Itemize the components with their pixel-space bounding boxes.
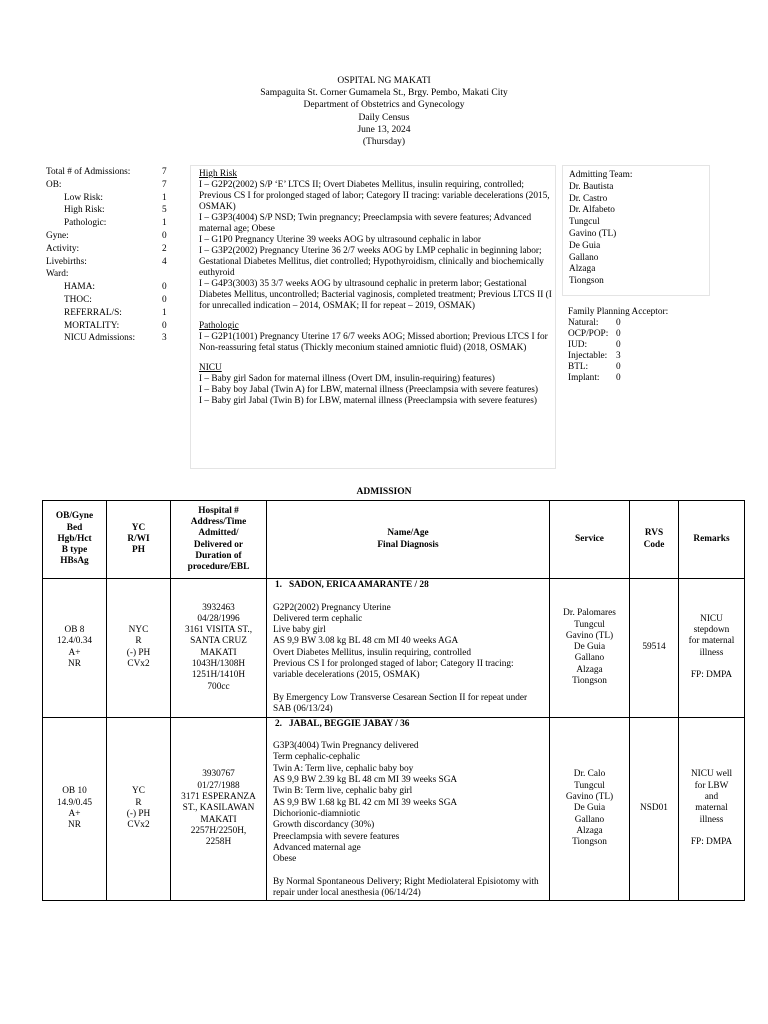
diagnosis-cell	[267, 579, 550, 718]
diagnosis-line: Preeclampsia with severe features	[273, 831, 400, 842]
diagnosis-line: Term cephalic-cephalic	[273, 752, 360, 763]
stat-label: HAMA:	[64, 282, 95, 293]
stat-label: OB:	[46, 179, 62, 190]
hospital-cell-line: 3932463	[202, 602, 235, 613]
diagnosis-line: Advanced maternal age	[273, 842, 361, 853]
fp-value: 0	[616, 373, 621, 383]
pathologic-list	[199, 332, 555, 354]
hospital-cell-line: 3930767	[202, 769, 235, 780]
family-planning-remark: FP: DMPA	[690, 670, 733, 681]
header-line: R/WI	[127, 533, 150, 544]
header-line: YC	[131, 522, 146, 533]
yc-cell-line: CVx2	[127, 659, 150, 670]
remarks-cell-line: NICU	[700, 613, 723, 624]
fp-row	[568, 318, 710, 329]
hospital-cell-line: 2257H/2250H,	[190, 825, 247, 836]
stat-label: Gyne:	[46, 230, 69, 241]
admitting-team-title: Admitting Team:	[569, 170, 633, 180]
report-date: June 13, 2024	[357, 124, 411, 135]
diagnosis-line: Growth discordancy (30%)	[273, 820, 375, 831]
fp-value: 0	[616, 340, 621, 350]
service-cell	[550, 579, 630, 718]
hospital-address: Sampaguita St. Corner Gumamela St., Brgy. Pembo, Makati City	[260, 88, 508, 99]
stat-label: Low Risk:	[64, 192, 103, 203]
admitting-team-list	[569, 182, 709, 288]
fp-value: 0	[616, 329, 621, 339]
patient-name	[275, 719, 545, 730]
remarks-cell-line: NICU well	[690, 769, 733, 780]
patient-name-text: SADON, ERICA AMARANTE / 28	[289, 580, 429, 590]
header-line: Final Diagnosis	[377, 539, 439, 550]
stat-label: Pathologic:	[64, 218, 107, 229]
table-row	[43, 579, 745, 718]
fp-label: OCP/POP:	[568, 329, 609, 339]
diagnosis-cell	[267, 717, 550, 901]
team-member: De Guia	[569, 240, 601, 251]
stat-row	[46, 167, 176, 180]
spacer	[273, 591, 545, 602]
hospital-cell-line: 04/28/1996	[197, 613, 240, 624]
rvs-code: NSD01	[630, 717, 679, 901]
stat-label: High Risk:	[64, 205, 105, 216]
fp-value: 0	[616, 362, 621, 372]
patient-number: 1.	[275, 580, 282, 590]
diagnosis-line: G2P2(2002) Pregnancy Uterine	[273, 602, 391, 613]
bed-cell-line: A+	[68, 808, 81, 819]
remarks-cell-line: illness	[699, 647, 724, 658]
remarks-cell	[679, 717, 745, 901]
yc-cell-line: NYC	[128, 625, 149, 636]
spacer	[273, 682, 545, 693]
nicu-list	[199, 374, 555, 407]
case-entry: I – G3P2(2002) Pregnancy Uterine 36 2/7 weeks AOG by LMP cephalic in beginning labor; Gestational Diabetes Mellitus, diet controlled; Hypothyroidism, clinically and biochemically euthyroid	[199, 246, 544, 278]
diagnosis-line: AS 9,9 BW 3.08 kg BL 48 cm MI 40 weeks AGA	[273, 636, 459, 647]
hospital-cell-line: ST., KASILAWAN	[182, 803, 255, 814]
stat-row	[46, 205, 176, 218]
yc-cell-line: R	[135, 636, 142, 647]
bed-cell-line: 12.4/0.34	[56, 636, 93, 647]
fp-row	[568, 329, 710, 340]
service-cell-line: Dr. Palomares	[563, 608, 616, 619]
diagnosis-line: Live baby girl	[273, 625, 326, 636]
stat-value: 3	[162, 333, 167, 344]
hospital-cell-line: 3161 VISITA ST.,	[184, 625, 253, 636]
hospital-cell	[171, 579, 267, 718]
service-cell-line: Dr. Calo	[573, 769, 606, 780]
case-summary-box	[190, 165, 556, 469]
header-line: OB/Gyne	[55, 511, 94, 522]
stat-label: Activity:	[46, 243, 80, 254]
report-day: (Thursday)	[362, 137, 406, 148]
team-member: Tungcul	[569, 217, 600, 228]
col-header-rvs	[630, 501, 679, 579]
stat-row	[46, 333, 176, 346]
col-header-name-diagnosis	[267, 501, 550, 579]
case-entry: I – Baby girl Jabal (Twin B) for LBW, maternal illness (Preeclampsia with severe features)	[199, 396, 537, 406]
high-risk-list	[199, 180, 555, 312]
service-cell-line: Gallano	[574, 814, 605, 825]
spacer	[273, 865, 545, 876]
service-cell-line: Gavino (TL)	[565, 630, 614, 641]
spacer	[682, 826, 741, 837]
team-member: Gallano	[569, 252, 599, 263]
case-entry: I – Baby boy Jabal (Twin A) for LBW, maternal illness (Preeclampsia with severe features)	[199, 385, 539, 395]
col-header-yc	[107, 501, 171, 579]
stat-value: 7	[162, 167, 167, 177]
case-entry: I – G2P2(2002) S/P ‘E’ LTCS II; Overt Diabetes Mellitus, insulin requiring, controlled; Previous CS I for prolonged staged of labor; Category II tracing: variable decelerations (2015, OSMAK)	[199, 180, 550, 212]
remarks-cell-line: stepdown	[693, 625, 730, 636]
stat-value: 0	[162, 294, 167, 305]
yc-cell	[107, 717, 171, 901]
patient-name-text: JABAL, BEGGIE JABAY / 36	[289, 718, 410, 729]
report-title: Daily Census	[358, 112, 410, 123]
hospital-name: OSPITAL NG MAKATI	[337, 76, 431, 86]
service-cell-line: Tiongson	[572, 837, 607, 848]
hospital-cell	[171, 717, 267, 901]
service-cell-line: Tungcul	[574, 619, 605, 630]
stat-value: 0	[162, 320, 167, 331]
diagnosis-line: Twin A: Term live, cephalic baby boy	[273, 763, 414, 774]
fp-label: IUD:	[568, 340, 588, 350]
diagnosis-line: Dichorionic-diamniotic	[273, 808, 361, 819]
diagnosis-line: Overt Diabetes Mellitus, insulin requiring, controlled	[273, 647, 472, 658]
rvs-code: 59514	[630, 579, 679, 718]
nicu-heading: NICU	[199, 363, 222, 373]
header-line: procedure/EBL	[187, 562, 250, 573]
case-entry: I – G1P0 Pregnancy Uterine 39 weeks AOG by ultrasound cephalic in labor	[199, 235, 481, 245]
hospital-cell-line: 700cc	[207, 681, 230, 692]
diagnosis-line: Obese	[273, 854, 297, 865]
stat-value: 7	[162, 179, 167, 190]
stat-label: MORTALITY:	[64, 320, 120, 331]
procedure-line: By Normal Spontaneous Delivery; Right Mediolateral Episiotomy with repair under local anesthesia (06/14/24)	[273, 876, 539, 899]
remarks-cell	[679, 579, 745, 718]
hospital-cell-line: 01/27/1988	[197, 780, 240, 791]
family-planning-remark: FP: DMPA	[690, 837, 733, 848]
hospital-cell-line: SANTA CRUZ	[190, 636, 247, 647]
hospital-cell-line: MAKATI	[200, 814, 237, 825]
team-member: Gavino (TL)	[569, 228, 617, 239]
header-line: Name/Age	[387, 528, 429, 539]
case-entry: I – Baby girl Sadon for maternal illness (Overt DM, insulin-requiring) features)	[199, 374, 495, 384]
service-cell-line: Gavino (TL)	[565, 791, 614, 802]
stat-row	[46, 244, 176, 257]
remarks-cell-line: and	[704, 791, 719, 802]
header-line: Hospital #	[198, 505, 239, 516]
document-header	[0, 75, 768, 148]
spacer	[273, 730, 545, 741]
stat-label: NICU Admissions:	[64, 333, 136, 344]
diagnosis-line: Delivered term cephalic	[273, 613, 363, 624]
header-line: Delivered or	[193, 539, 244, 550]
patient-number: 2.	[275, 718, 282, 729]
bed-cell-line: OB 8	[64, 625, 85, 636]
stat-label: Livebirths:	[46, 256, 87, 267]
hospital-cell-line: 3171 ESPERANZA	[181, 791, 256, 802]
header-line: Duration of	[195, 550, 242, 561]
pathologic-heading: Pathologic	[199, 321, 239, 331]
fp-label: Injectable:	[568, 351, 608, 361]
remarks-cell-line: illness	[699, 814, 724, 825]
service-cell-line: Tiongson	[572, 676, 607, 687]
stat-label: REFERRAL/S:	[64, 307, 122, 318]
header-line: RVS	[644, 528, 664, 539]
bed-cell-line: A+	[68, 647, 81, 658]
procedure-line: By Emergency Low Transverse Cesarean Section II for repeat under SAB (06/13/24)	[273, 692, 528, 715]
team-member: Dr. Alfabeto	[569, 205, 615, 216]
fp-value: 3	[616, 351, 621, 361]
remarks-cell-line: for maternal	[688, 636, 735, 647]
stat-row	[46, 218, 176, 231]
bed-cell-line: NR	[68, 820, 81, 831]
stat-value: 1	[162, 192, 167, 203]
family-planning-title: Family Planning Acceptor:	[568, 307, 669, 317]
col-header-remarks: Remarks	[679, 501, 745, 579]
remarks-cell-line: for LBW	[694, 780, 729, 791]
header-line: Hgb/Hct	[57, 533, 92, 544]
col-header-bed	[43, 501, 107, 579]
stat-value: 1	[162, 307, 167, 318]
service-cell-line: De Guia	[573, 642, 606, 653]
diagnosis-line: Twin B: Term live, cephalic baby girl	[273, 786, 413, 797]
bed-cell	[43, 717, 107, 901]
yc-cell	[107, 579, 171, 718]
col-header-hospital	[171, 501, 267, 579]
yc-cell-line: (-) PH	[126, 808, 151, 819]
stat-row	[46, 295, 176, 308]
patient-name	[275, 580, 545, 591]
fp-row	[568, 351, 710, 362]
stat-label: THOC:	[64, 294, 92, 305]
stat-label: Ward:	[46, 269, 69, 280]
header-line: Code	[643, 539, 665, 550]
diagnosis-line: AS 9,9 BW 2.39 kg BL 48 cm MI 39 weeks SGA	[273, 775, 458, 786]
yc-cell-line: YC	[132, 786, 145, 797]
diagnosis-line: G3P3(4004) Twin Pregnancy delivered	[273, 741, 419, 752]
stat-value: 2	[162, 243, 167, 254]
header-line: Address/Time	[190, 516, 247, 527]
diagnosis-line: AS 9,9 BW 1.68 kg BL 42 cm MI 39 weeks SGA	[273, 797, 458, 808]
stat-row	[46, 269, 176, 282]
admission-table	[42, 500, 745, 901]
hospital-cell-line: 2258H	[205, 837, 232, 848]
admitting-team-box	[562, 165, 710, 296]
yc-cell-line: R	[135, 797, 142, 808]
diagnosis-line: Previous CS I for prolonged staged of labor; Category II tracing: variable decelerations (2015, OSMAK)	[273, 659, 514, 681]
family-planning-list	[568, 318, 710, 384]
stat-label: Total # of Admissions:	[46, 167, 131, 177]
fp-label: BTL:	[568, 362, 589, 372]
team-member: Dr. Bautista	[569, 181, 614, 192]
service-cell-line: Tungcul	[574, 780, 605, 791]
col-header-service: Service	[550, 501, 630, 579]
stat-row	[46, 231, 176, 244]
header-line: B type	[61, 545, 88, 556]
case-entry: I – G2P1(1001) Pregnancy Uterine 17 6/7 weeks AOG; Missed abortion; Previous LTCS I for Non-reassuring fetal status (Thickly meconium stained amniotic fluid) (2018, OSMAK)	[199, 332, 548, 353]
yc-cell-line: (-) PH	[126, 647, 151, 658]
service-cell	[550, 717, 630, 901]
header-line: PH	[132, 545, 145, 556]
header-line: HBsAg	[60, 556, 89, 567]
stat-row	[46, 308, 176, 321]
stat-value: 1	[162, 218, 167, 229]
bed-cell-line: 14.9/0.45	[56, 797, 93, 808]
case-entry: I – G4P3(3003) 35 3/7 weeks AOG by ultrasound cephalic in preterm labor; Gestational Diabetes Mellitus, uncontrolled; Bacterial vaginosis, completed treatment; Previous LTCS II (I for unrecalled indication – 2014, OSMAK; II for repeat – 2019, OSMAK)	[199, 279, 552, 311]
hospital-cell-line: 1251H/1410H	[191, 670, 246, 681]
header-line: Admitted/	[198, 528, 239, 539]
stat-row	[46, 282, 176, 295]
fp-value: 0	[616, 318, 621, 328]
service-cell-line: Gallano	[574, 653, 605, 664]
fp-row	[568, 340, 710, 351]
census-statistics	[46, 167, 176, 346]
team-member: Tiongson	[569, 276, 604, 287]
bed-cell	[43, 579, 107, 718]
family-planning-box	[562, 306, 710, 384]
stat-row	[46, 257, 176, 270]
team-member: Dr. Castro	[569, 193, 608, 204]
stat-value: 5	[162, 205, 167, 216]
bed-cell-line: OB 10	[62, 786, 87, 797]
department-name: Department of Obstetrics and Gynecology	[303, 100, 465, 111]
stat-row	[46, 180, 176, 193]
spacer	[682, 659, 741, 670]
header-line: Bed	[66, 522, 83, 533]
service-cell-line: De Guia	[573, 803, 606, 814]
case-entry: I – G3P3(4004) S/P NSD; Twin pregnancy; Preeclampsia with severe features; Advanced maternal age; Obese	[199, 213, 532, 234]
service-cell-line: Alzaga	[576, 825, 603, 836]
yc-cell-line: CVx2	[127, 820, 150, 831]
hospital-cell-line: 1043H/1308H	[191, 659, 246, 670]
fp-row	[568, 373, 710, 384]
table-row	[43, 717, 745, 901]
fp-label: Implant:	[568, 373, 600, 383]
remarks-cell-line: maternal	[695, 803, 728, 814]
bed-cell-line: NR	[68, 659, 81, 670]
fp-label: Natural:	[568, 318, 599, 328]
admission-title: ADMISSION	[356, 487, 412, 497]
stat-row	[46, 321, 176, 334]
stat-row	[46, 193, 176, 206]
stat-value: 0	[162, 230, 167, 241]
fp-row	[568, 362, 710, 373]
team-member: Alzaga	[569, 264, 596, 275]
stat-value: 0	[162, 282, 167, 293]
service-cell-line: Alzaga	[576, 664, 603, 675]
hospital-cell-line: MAKATI	[200, 647, 237, 658]
high-risk-heading: High Risk	[199, 169, 237, 179]
stat-value: 4	[162, 256, 167, 267]
